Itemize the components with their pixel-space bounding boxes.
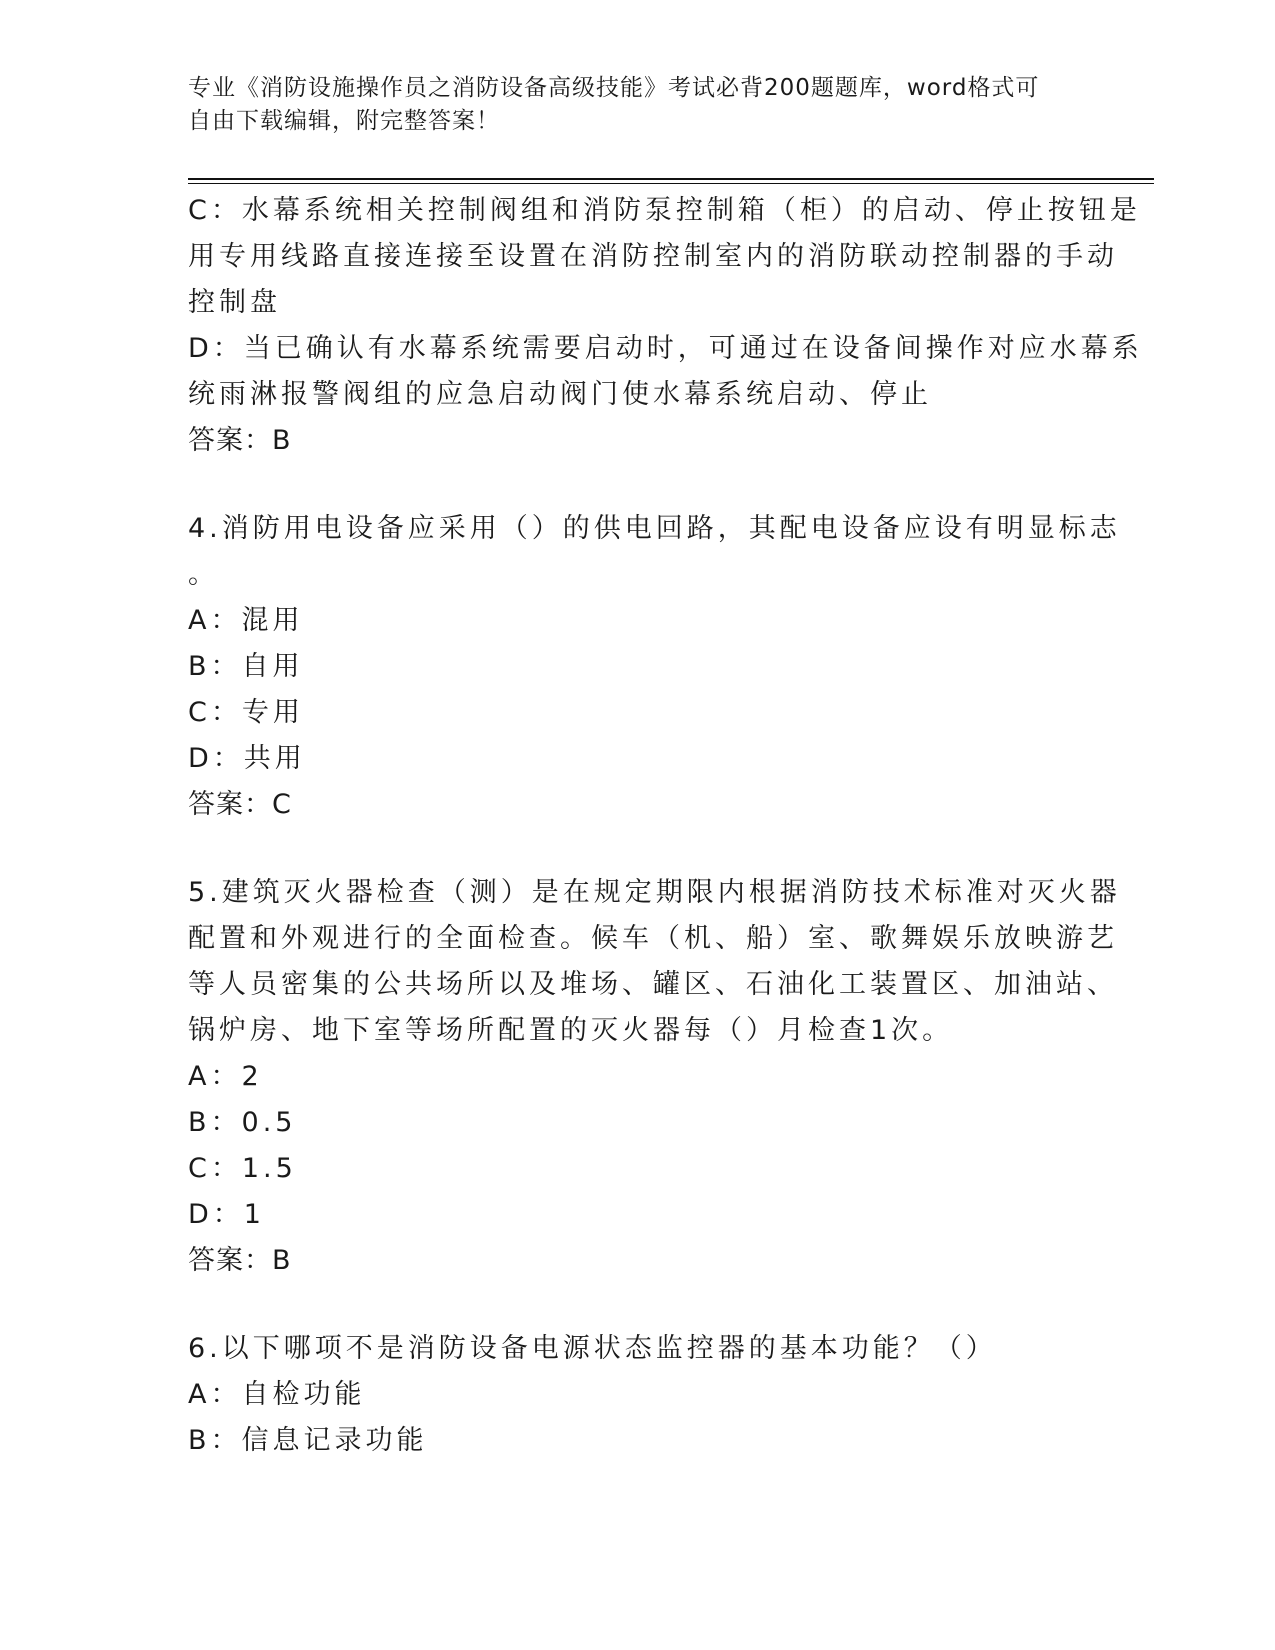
q4-stem-line-2: 。: [188, 559, 219, 590]
q5-option-a: A：2: [188, 1061, 263, 1092]
spacer: [188, 1284, 1078, 1326]
spacer: [188, 828, 1078, 870]
q4-stem-line-1: 4.消防用电设备应采用（）的供电回路，其配电设备应设有明显标志: [188, 513, 1121, 544]
q6-option-a: A：自检功能: [188, 1379, 366, 1410]
q4-option-c: C：专用: [188, 697, 304, 728]
q6-option-b: B：信息记录功能: [188, 1425, 428, 1456]
q4-option-a: A：混用: [188, 605, 304, 636]
header-divider-thick: [188, 178, 1154, 180]
q3-option-d-line-2: 统雨淋报警阀组的应急启动阀门使水幕系统启动、停止: [188, 379, 932, 410]
q5-option-d: D：1: [188, 1199, 265, 1230]
q3-option-c-line-3: 控制盘: [188, 287, 281, 318]
spacer: [188, 464, 1078, 506]
question-6: [188, 1326, 1078, 1464]
q4-option-b: B：自用: [188, 651, 304, 682]
q5-stem-line-2: 配置和外观进行的全面检查。候车（机、船）室、歌舞娱乐放映游艺: [188, 923, 1118, 954]
q3-option-d-line-1: D：当已确认有水幕系统需要启动时，可通过在设备间操作对应水幕系: [188, 333, 1143, 364]
header-line-1: 专业《消防设施操作员之消防设备高级技能》考试必背200题题库，word格式可: [188, 75, 1040, 101]
q3-option-c-line-1: C：水幕系统相关控制阀组和消防泵控制箱（柜）的启动、停止按钮是: [188, 195, 1141, 226]
q5-option-b: B：0.5: [188, 1107, 297, 1138]
header-divider-thin: [188, 183, 1154, 184]
q5-option-c: C：1.5: [188, 1153, 297, 1184]
question-content: [188, 188, 1143, 1464]
q5-stem-line-4: 锅炉房、地下室等场所配置的灭火器每（）月检查1次。: [188, 1015, 954, 1046]
question-4: [188, 506, 1121, 828]
q6-stem-line-1: 6.以下哪项不是消防设备电源状态监控器的基本功能？（）: [188, 1333, 997, 1364]
document-header: [188, 72, 1068, 138]
q3-answer: 答案：B: [188, 425, 292, 456]
question-3-continued: [188, 188, 1143, 464]
q5-answer: 答案：B: [188, 1245, 292, 1276]
question-5: [188, 870, 1121, 1284]
q4-answer: 答案：C: [188, 789, 292, 820]
q5-stem-line-3: 等人员密集的公共场所以及堆场、罐区、石油化工装置区、加油站、: [188, 969, 1118, 1000]
q5-stem-line-1: 5.建筑灭火器检查（测）是在规定期限内根据消防技术标准对灭火器: [188, 877, 1121, 908]
q3-option-c-line-2: 用专用线路直接连接至设置在消防控制室内的消防联动控制器的手动: [188, 241, 1118, 272]
q4-option-d: D：共用: [188, 743, 306, 774]
header-line-2: 自由下载编辑，附完整答案！: [188, 108, 500, 134]
